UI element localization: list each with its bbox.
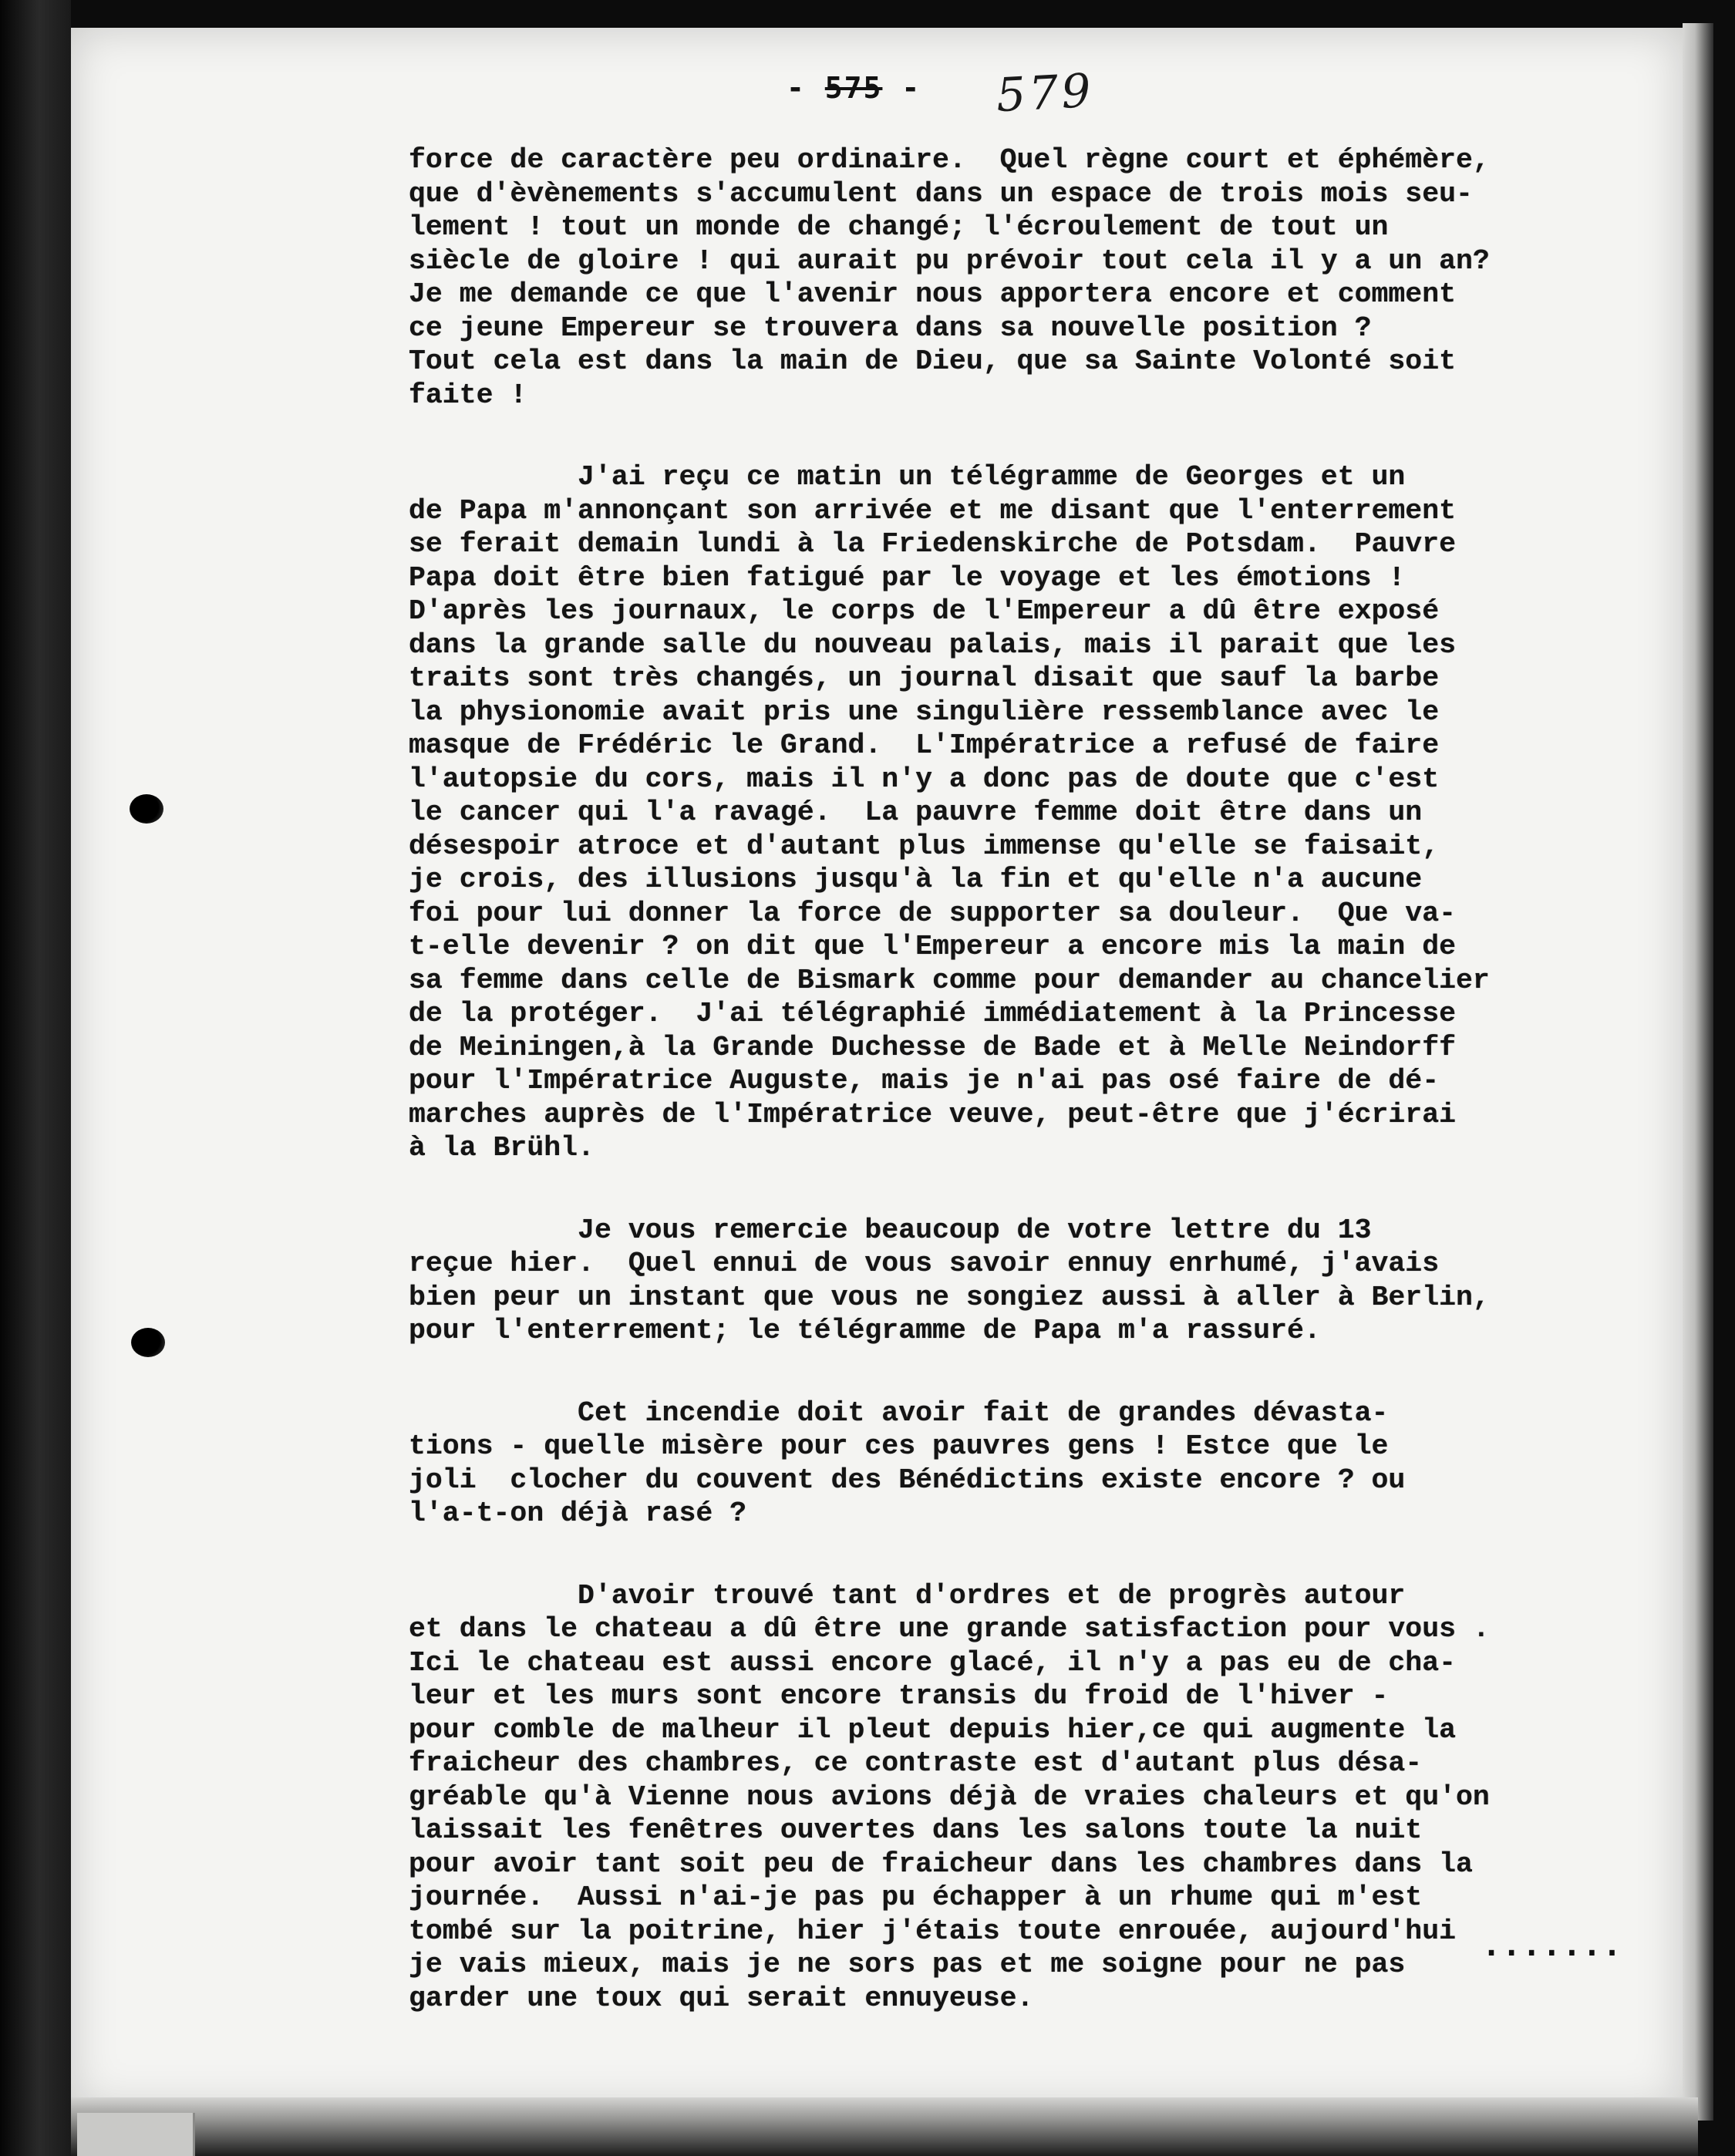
struck-page-number: 575: [824, 71, 883, 105]
text-line: Papa doit être bien fatigué par le voyage et les émotions !: [409, 561, 1406, 594]
punch-hole-icon: [131, 1328, 165, 1357]
text-line: Je me demande ce que l'avenir nous apportera encore et comment: [409, 278, 1457, 310]
text-line: t-elle devenir ? on dit que l'Empereur a encore mis la main de: [409, 931, 1457, 962]
text-line: traits sont très changés, un journal disait que sauf la barbe: [409, 662, 1440, 694]
typed-page-number: [787, 71, 921, 105]
text-line: ce jeune Empereur se trouvera dans sa nouvelle position ?: [409, 312, 1372, 344]
text-line: dans la grande salle du nouveau palais, mais il parait que les: [409, 628, 1457, 661]
text-line: pour comble de malheur il pleut depuis hier,ce qui augmente la: [409, 1713, 1457, 1746]
text-line: pour avoir tant soit peu de fraicheur dans les chambres dans la: [409, 1848, 1473, 1880]
text-line: gréable qu'à Vienne nous avions déjà de vraies chaleurs et qu'on: [409, 1780, 1490, 1813]
scan-left-border: [0, 0, 71, 2156]
text-line: J'ai reçu ce matin un télégramme de Georges et un: [409, 461, 1406, 493]
binder-tab: [77, 2113, 195, 2156]
text-line: que d'èvènements s'accumulent dans un espace de trois mois seu-: [409, 177, 1473, 210]
text-line: siècle de gloire ! qui aurait pu prévoir tout cela il y a un an?: [409, 244, 1490, 277]
page-number-dash: -: [901, 71, 921, 105]
paragraph-gap: [409, 1165, 1673, 1214]
paper-bottom-edge: [71, 2097, 1698, 2156]
handwritten-page-number: 579: [995, 63, 1096, 123]
text-line: fraicheur des chambres, ce contraste est d'autant plus désa-: [409, 1747, 1423, 1779]
text-line: de Papa m'annonçant son arrivée et me disant que l'enterrement: [409, 494, 1457, 527]
text-line: lement ! tout un monde de changé; l'écroulement de tout un: [409, 211, 1389, 243]
text-line: tions - quelle misère pour ces pauvres gens ! Estce que le: [409, 1430, 1389, 1462]
text-line: l'a-t-on déjà rasé ?: [409, 1497, 747, 1529]
text-line: je crois, des illusions jusqu'à la fin et qu'elle n'a aucune: [409, 864, 1423, 895]
text-line: sa femme dans celle de Bismark comme pour demander au chancelier: [409, 964, 1490, 996]
letter-body: [409, 143, 1673, 2015]
paragraph-gap: [409, 412, 1673, 460]
text-line: tombé sur la poitrine, hier j'étais toute enrouée, aujourd'hui: [409, 1915, 1457, 1947]
text-line: garder une toux qui serait ennuyeuse.: [409, 1982, 1034, 2014]
text-line: marches auprès de l'Impératrice veuve, peut-être que j'écrirai: [409, 1098, 1457, 1130]
text-line: bien peur un instant que vous ne songiez aussi à aller à Berlin,: [409, 1281, 1490, 1313]
text-line: la physionomie avait pris une singulière ressemblance avec le: [409, 696, 1440, 728]
punch-hole-icon: [130, 794, 163, 824]
letter-paragraph: [409, 460, 1673, 1165]
paragraph-gap: [409, 1531, 1673, 1579]
text-line: leur et les murs sont encore transis du froid de l'hiver -: [409, 1680, 1389, 1712]
page-number-dash: -: [787, 71, 806, 105]
continuation-dots: .......: [1482, 1928, 1623, 1963]
text-line: à la Brühl.: [409, 1132, 595, 1164]
text-line: laissait les fenêtres ouvertes dans les salons toute la nuit: [409, 1814, 1423, 1846]
text-line: D'après les journaux, le corps de l'Empereur a dû être exposé: [409, 595, 1440, 627]
letter-paragraph: [409, 143, 1673, 412]
text-line: reçue hier. Quel ennui de vous savoir ennuy enrhumé, j'avais: [409, 1248, 1440, 1279]
text-line: désespoir atroce et d'autant plus immense qu'elle se faisait,: [409, 830, 1440, 862]
text-line: de la protéger. J'ai télégraphié immédiatement à la Princesse: [409, 998, 1457, 1029]
paper-right-edge: [1683, 23, 1713, 2121]
text-line: se ferait demain lundi à la Friedenskirche de Potsdam. Pauvre: [409, 528, 1457, 560]
text-line: pour l'Impératrice Auguste, mais je n'ai pas osé faire de dé-: [409, 1065, 1440, 1097]
letter-paragraph: [409, 1396, 1673, 1531]
text-line: Ici le chateau est aussi encore glacé, il n'y a pas eu de cha-: [409, 1646, 1457, 1679]
text-line: foi pour lui donner la force de supporter sa douleur. Que va-: [409, 897, 1457, 929]
text-line: Cet incendie doit avoir fait de grandes dévasta-: [409, 1396, 1389, 1429]
text-line: le cancer qui l'a ravagé. La pauvre femme doit être dans un: [409, 797, 1423, 828]
text-line: je vais mieux, mais je ne sors pas et me soigne pour ne pas: [409, 1949, 1406, 1980]
text-line: masque de Frédéric le Grand. L'Impératrice a refusé de faire: [409, 729, 1440, 761]
text-line: et dans le chateau a dû être une grande satisfaction pour vous .: [409, 1613, 1490, 1645]
text-line: pour l'enterrement; le télégramme de Papa m'a rassuré.: [409, 1315, 1321, 1346]
paragraph-gap: [409, 1348, 1673, 1396]
letter-paragraph: [409, 1214, 1673, 1348]
text-line: de Meiningen,à la Grande Duchesse de Bade et à Melle Neindorff: [409, 1031, 1457, 1063]
text-line: joli clocher du couvent des Bénédictins existe encore ? ou: [409, 1464, 1406, 1496]
text-line: journée. Aussi n'ai-je pas pu échapper à un rhume qui m'est: [409, 1881, 1423, 1913]
text-line: l'autopsie du cors, mais il n'y a donc pas de doute que c'est: [409, 763, 1440, 795]
text-line: faite !: [409, 379, 527, 411]
text-line: Je vous remercie beaucoup de votre lettre du 13: [409, 1214, 1372, 1246]
text-line: D'avoir trouvé tant d'ordres et de progrès autour: [409, 1579, 1406, 1612]
text-line: Tout cela est dans la main de Dieu, que sa Sainte Volonté soit: [409, 345, 1457, 377]
text-line: force de caractère peu ordinaire. Quel règne court et éphémère,: [409, 144, 1490, 176]
